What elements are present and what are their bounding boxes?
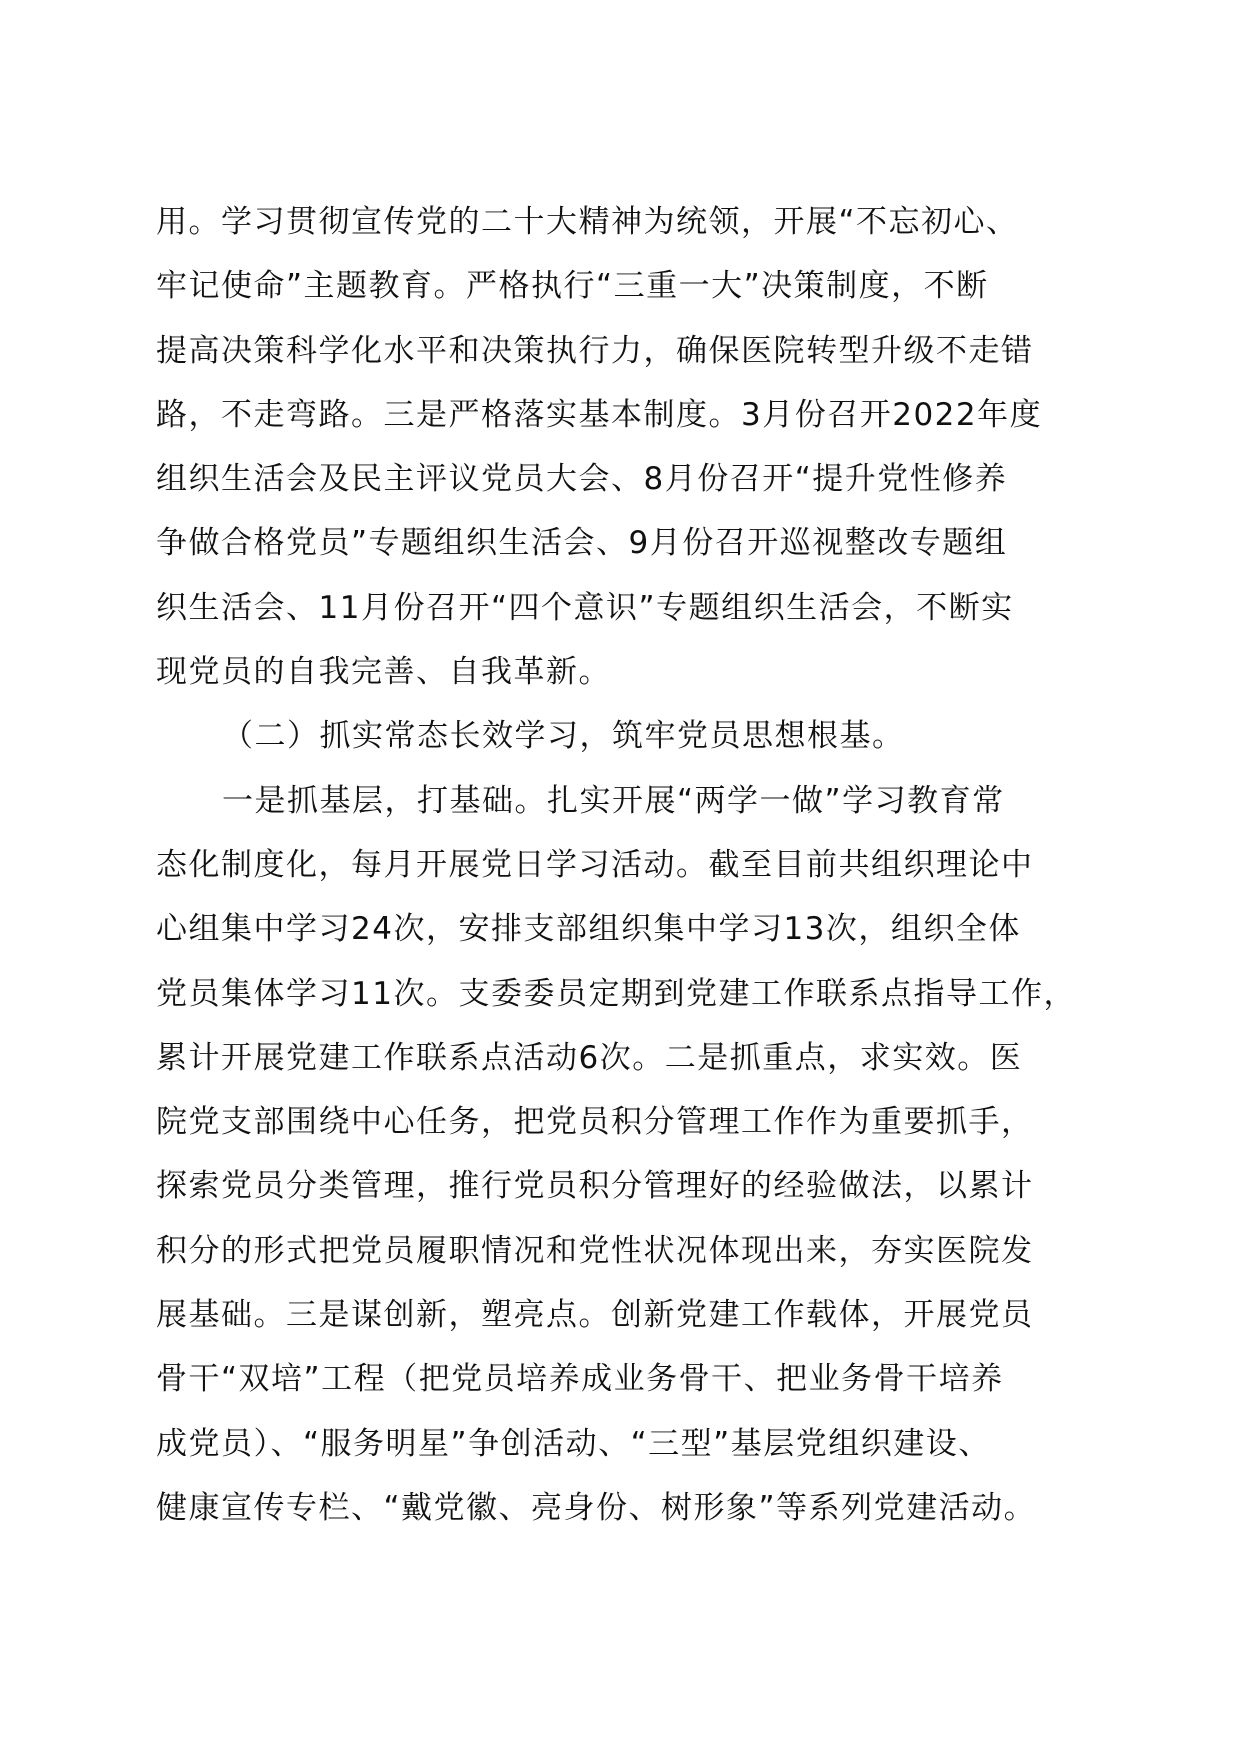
text-line: 累计开展党建工作联系点活动6次。二是抓重点，求实效。医 xyxy=(156,1039,1023,1076)
text-line: 院党支部围绕中心任务，把党员积分管理工作作为重要抓手， xyxy=(156,1104,1034,1141)
text-line: 路，不走弯路。三是严格落实基本制度。3月份召开2022年度 xyxy=(156,396,1043,433)
text-line: 探索党员分类管理，推行党员积分管理好的经验做法，以累计 xyxy=(156,1168,1034,1205)
text-line: 织生活会、11月份召开“四个意识”专题组织生活会，不断实 xyxy=(156,589,1014,626)
text-line: 积分的形式把党员履职情况和党性状况体现出来，夯实医院发 xyxy=(156,1232,1034,1269)
text-line: 用。学习贯彻宣传党的二十大精神为统领，开展“不忘初心、 xyxy=(156,204,1019,240)
text-line: 提高决策科学化水平和决策执行力，确保医院转型升级不走错 xyxy=(156,332,1034,369)
text-line: 组织生活会及民主评议党员大会、8月份召开“提升党性修养 xyxy=(156,461,1008,498)
text-line: 态化制度化，每月开展党日学习活动。截至目前共组织理论中 xyxy=(156,846,1034,883)
text-line: 一是抓基层，打基础。扎实开展“两学一做”学习教育常 xyxy=(222,782,1005,819)
body-text xyxy=(156,190,1096,1540)
section-heading: （二）抓实常态长效学习，筑牢党员思想根基。 xyxy=(222,718,905,755)
text-line: 党员集体学习11次。支委委员定期到党建工作联系点指导工作， xyxy=(156,975,1076,1012)
text-line: 心组集中学习24次，安排支部组织集中学习13次，组织全体 xyxy=(156,911,1021,948)
text-line: 牢记使命”主题教育。严格执行“三重一大”决策制度，不断 xyxy=(156,268,989,305)
text-line: 展基础。三是谋创新，塑亮点。创新党建工作载体，开展党员 xyxy=(156,1297,1034,1334)
text-line: 争做合格党员”专题组织生活会、9月份召开巡视整改专题组 xyxy=(156,525,1008,562)
text-line: 成党员）、“服务明星”争创活动、“三型”基层党组织建设、 xyxy=(156,1425,991,1462)
text-line: 骨干“双培”工程（把党员培养成业务骨干、把业务骨干培养 xyxy=(156,1361,1004,1398)
text-line: 现党员的自我完善、自我革新。 xyxy=(156,654,611,691)
text-line: 健康宣传专栏、“戴党徽、亮身份、树形象”等系列党建活动。 xyxy=(156,1489,1037,1526)
